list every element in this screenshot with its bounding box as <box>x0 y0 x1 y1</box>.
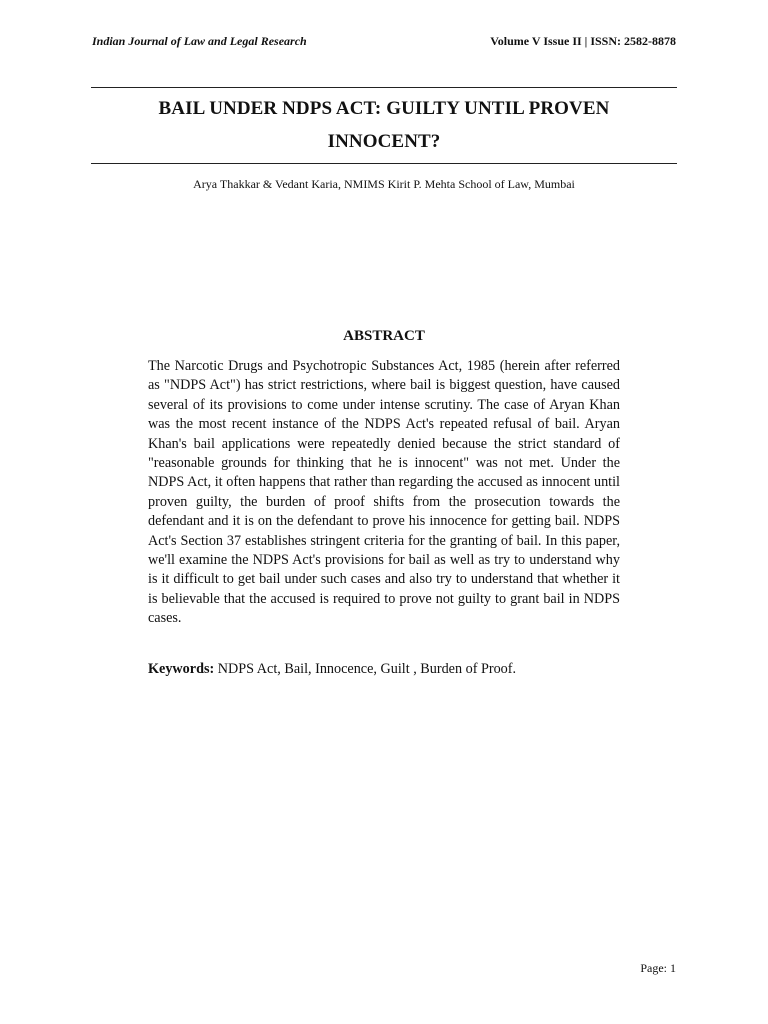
keywords-label: Keywords: <box>148 661 215 677</box>
keywords-text: NDPS Act, Bail, Innocence, Guilt , Burden of Proof. <box>214 661 517 677</box>
abstract-body: The Narcotic Drugs and Psychotropic Substances Act, 1985 (herein after referred as "NDPS Act") has strict restrictions, where bail is biggest question, have caused several of its provisions to come under intense scrutiny. The case of Aryan Khan was the most recent instance of the NDPS Act's repeated refusal of bail. Aryan Khan's bail applications were repeatedly denied because the strict standard of "reasonable grounds for thinking that he is innocent" was not met. Under the NDPS Act, it often happens that rather than regarding the accused as innocent until proven guilty, the burden of proof shifts from the prosecution towards the defendant and it is on the defendant to prove his innocence for getting bail. NDPS Act's Section 37 establishes stringent criteria for the granting of bail. In this paper, we'll examine the NDPS Act's provisions for bail as well as try to understand why is it difficult to get bail under such cases and also try to understand that whether it is believable that the accused is required to prove not guilty to grant bail in NDPS cases. <box>148 358 620 627</box>
abstract-heading: ABSTRACT <box>343 328 425 344</box>
title-bottom-rule <box>91 163 677 164</box>
journal-name: Indian Journal of Law and Legal Research <box>92 34 307 48</box>
title-top-rule <box>91 87 677 88</box>
keywords-line <box>148 659 620 679</box>
paper-title <box>91 92 677 158</box>
authors-line: Arya Thakkar & Vedant Karia, NMIMS Kirit P. Mehta School of Law, Mumbai <box>193 177 575 191</box>
paper-title-line-1: BAIL UNDER NDPS ACT: GUILTY UNTIL PROVEN <box>158 98 610 119</box>
volume-issue: Volume V Issue II | ISSN: 2582-8878 <box>490 34 676 48</box>
paper-title-line-2: INNOCENT? <box>327 131 441 152</box>
page-header <box>92 34 676 52</box>
page-number: Page: 1 <box>640 961 676 975</box>
